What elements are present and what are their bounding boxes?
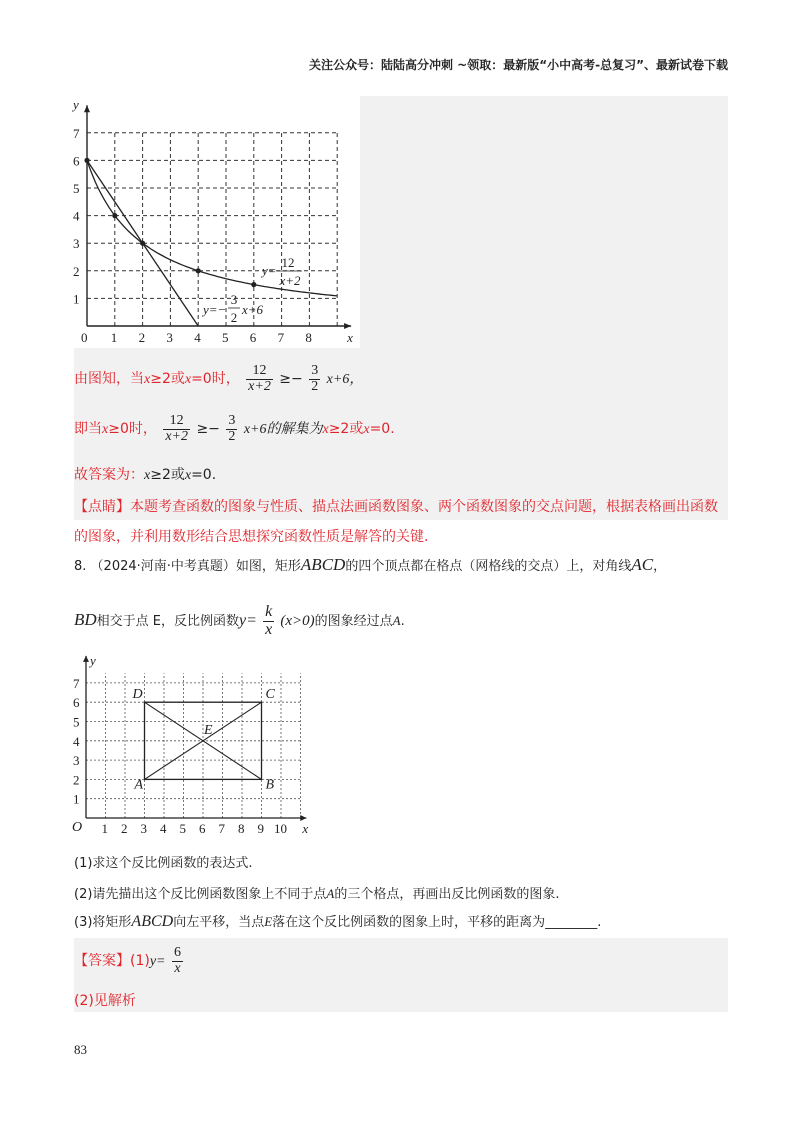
- text: =0.: [191, 467, 217, 483]
- text: x+6的解集为: [243, 422, 323, 438]
- y-tick-label: 1: [73, 791, 80, 807]
- var: x: [144, 372, 151, 388]
- rectangle-graph: [70, 646, 310, 836]
- y-axis-arrow: [83, 656, 89, 662]
- var: x: [184, 468, 192, 483]
- data-point: [140, 241, 145, 246]
- text: 如图，矩形: [235, 559, 301, 574]
- text: .: [597, 915, 602, 930]
- x-tick-label: 7: [277, 330, 285, 345]
- data-point: [196, 268, 201, 273]
- solution-graph: [70, 96, 360, 348]
- x-tick-label: 3: [166, 330, 173, 345]
- y-tick-label: 3: [73, 236, 80, 252]
- numerator: 3: [228, 413, 236, 428]
- text: .: [400, 613, 405, 629]
- line-label-den: 2: [230, 310, 238, 325]
- x-tick-label: 9: [257, 821, 264, 836]
- y-axis-label: y: [90, 652, 96, 668]
- graph-axes: [83, 656, 306, 821]
- data-point: [251, 282, 256, 287]
- question-2: [74, 883, 560, 902]
- text: 故答案为：: [74, 467, 144, 483]
- denominator: x: [265, 620, 273, 638]
- comment-text: 本题考查函数的图象与性质、描点法画函数图象、两个函数图象的交点问题，根据表格画出函数: [130, 499, 718, 515]
- fraction: [172, 946, 183, 976]
- text: 相交于点 E，反比例函数: [96, 613, 240, 629]
- problem-line-2: [74, 604, 405, 639]
- text: ，: [653, 559, 667, 574]
- y-tick-label: 4: [73, 733, 80, 749]
- y-tick-label: 7: [73, 125, 80, 141]
- x-tick-label: 5: [179, 821, 186, 836]
- question-3: [74, 911, 601, 931]
- var: AC: [631, 555, 654, 574]
- fraction: [163, 414, 190, 444]
- text: ≥2或: [150, 467, 185, 483]
- x-tick-label: 8: [305, 330, 312, 345]
- origin-label: O: [72, 820, 83, 835]
- y-tick-label: 6: [73, 695, 80, 711]
- fraction: [226, 414, 237, 444]
- denominator: 2: [311, 378, 319, 394]
- var: A: [326, 886, 335, 901]
- line-label-prefix: y=−: [203, 302, 227, 317]
- x-tick-label: 6: [199, 821, 206, 836]
- comment-line-2: [74, 526, 428, 546]
- var: ABCD: [300, 555, 346, 574]
- y-tick-label: 5: [73, 714, 80, 730]
- var: x: [102, 422, 109, 438]
- text: x+6，: [326, 372, 364, 388]
- numerator: 3: [311, 363, 319, 378]
- curve-label-prefix: y=: [262, 263, 277, 278]
- text: ≥−: [196, 421, 220, 438]
- text: ≥2或: [328, 421, 364, 438]
- denominator: x+2: [165, 428, 188, 444]
- y-tick-label: 5: [73, 181, 80, 196]
- text: 落在这个反比例函数的图象上时，平移的距离为: [272, 915, 546, 930]
- line-label-suffix: x+6: [242, 302, 264, 317]
- graph-tick-labels: [72, 653, 308, 836]
- var: x: [184, 372, 192, 388]
- var: x: [363, 422, 370, 438]
- fraction: [246, 364, 273, 394]
- problem-number: 8.: [74, 559, 87, 574]
- text: (3)将矩形: [74, 915, 132, 930]
- curve-label-den: x+2: [279, 273, 301, 288]
- page-number: 83: [74, 1042, 87, 1057]
- text: 的四个顶点都在格点（网格线的交点）上，对角线: [345, 559, 632, 574]
- text: (2)请先描出这个反比例函数图象上不同于点: [74, 887, 327, 902]
- fraction: [309, 364, 320, 394]
- var: y=: [149, 954, 166, 970]
- numerator: 12: [163, 414, 190, 430]
- text: 向左平移，当点: [173, 915, 265, 930]
- answer-line-1: [74, 946, 185, 976]
- y-axis-label: y: [73, 97, 79, 113]
- denominator: x+2: [248, 378, 271, 394]
- point-label-a: A: [134, 777, 144, 793]
- text: =0.: [369, 421, 395, 438]
- question-1: [74, 852, 253, 871]
- y-tick-label: 3: [73, 753, 80, 769]
- point-label-d: D: [132, 687, 143, 703]
- problem-line-1: [74, 555, 666, 575]
- point-label-b: B: [265, 777, 275, 793]
- fraction: [263, 604, 274, 639]
- x-tick-label: 4: [194, 330, 201, 345]
- denominator: x: [174, 960, 181, 976]
- text: (1): [130, 953, 150, 970]
- page-header: 关注公众号：陆陆高分冲刺 ~领取：最新版“小中高考-总复习”、最新试卷下载: [309, 58, 728, 72]
- text: =0时，: [191, 371, 240, 388]
- x-tick-label: 0: [81, 330, 88, 345]
- var: E: [264, 914, 273, 929]
- point-labels: [132, 687, 276, 792]
- condition: (x>0): [280, 612, 315, 629]
- curve-label-num: 12: [281, 255, 295, 270]
- var: y=: [239, 611, 257, 629]
- data-point: [84, 158, 89, 163]
- var: x: [144, 468, 151, 483]
- y-tick-label: 2: [73, 772, 80, 788]
- y-tick-label: 4: [73, 208, 80, 224]
- x-tick-label: 1: [101, 821, 108, 836]
- x-tick-label: 7: [218, 821, 225, 836]
- x-tick-label: 5: [222, 330, 229, 345]
- problem-source: （2024·河南·中考真题）: [90, 559, 236, 574]
- comment-text: 的图象，并利用数形结合思想探究函数性质是解答的关键.: [74, 529, 429, 545]
- answer-line-2: [74, 990, 136, 1010]
- data-point: [112, 213, 117, 218]
- y-tick-label: 2: [73, 263, 80, 279]
- text: (1)求这个反比例函数的表达式.: [74, 856, 253, 871]
- x-tick-label: 2: [138, 330, 146, 345]
- solution-line-1: [74, 364, 363, 394]
- var: BD: [74, 609, 97, 629]
- text: (2)见解析: [74, 993, 136, 1009]
- text: 的三个格点，再画出反比例函数的图象.: [334, 887, 560, 902]
- answer-blank: ________: [545, 915, 598, 930]
- x-tick-label: 10: [274, 821, 287, 836]
- point-label-c: C: [265, 687, 275, 703]
- y-tick-label: 6: [73, 153, 80, 169]
- x-tick-label: 1: [110, 330, 118, 345]
- text: 由图知，当: [74, 371, 144, 388]
- line-label-num: 3: [230, 292, 238, 307]
- x-tick-label: 8: [238, 821, 245, 836]
- x-tick-label: 2: [121, 821, 128, 836]
- x-tick-label: 3: [140, 821, 147, 836]
- x-tick-label: 4: [160, 821, 167, 836]
- text: 的图象经过点: [314, 613, 393, 629]
- var: x: [322, 422, 329, 438]
- y-tick-label: 1: [73, 291, 80, 307]
- comment-line-1: [74, 496, 718, 516]
- y-tick-label: 7: [73, 675, 80, 691]
- comment-tag: 【点睛】: [74, 499, 130, 515]
- text: ≥−: [279, 371, 303, 388]
- solution-line-3: [74, 464, 216, 484]
- var: A: [392, 612, 401, 628]
- answer-tag: 【答案】: [74, 953, 130, 970]
- solution-line-2: [74, 414, 395, 444]
- numerator: 12: [246, 364, 273, 380]
- point-label-e: E: [204, 722, 213, 738]
- numerator: k: [265, 603, 273, 620]
- var: ABCD: [131, 913, 174, 930]
- x-axis-label: x: [302, 821, 309, 836]
- text: ≥0时，: [108, 421, 157, 438]
- x-axis-label: x: [347, 330, 353, 345]
- x-tick-label: 6: [249, 330, 257, 345]
- denominator: 2: [228, 428, 236, 444]
- numerator: 6: [173, 945, 181, 960]
- text: ≥2或: [150, 371, 185, 388]
- text: 即当: [74, 421, 102, 438]
